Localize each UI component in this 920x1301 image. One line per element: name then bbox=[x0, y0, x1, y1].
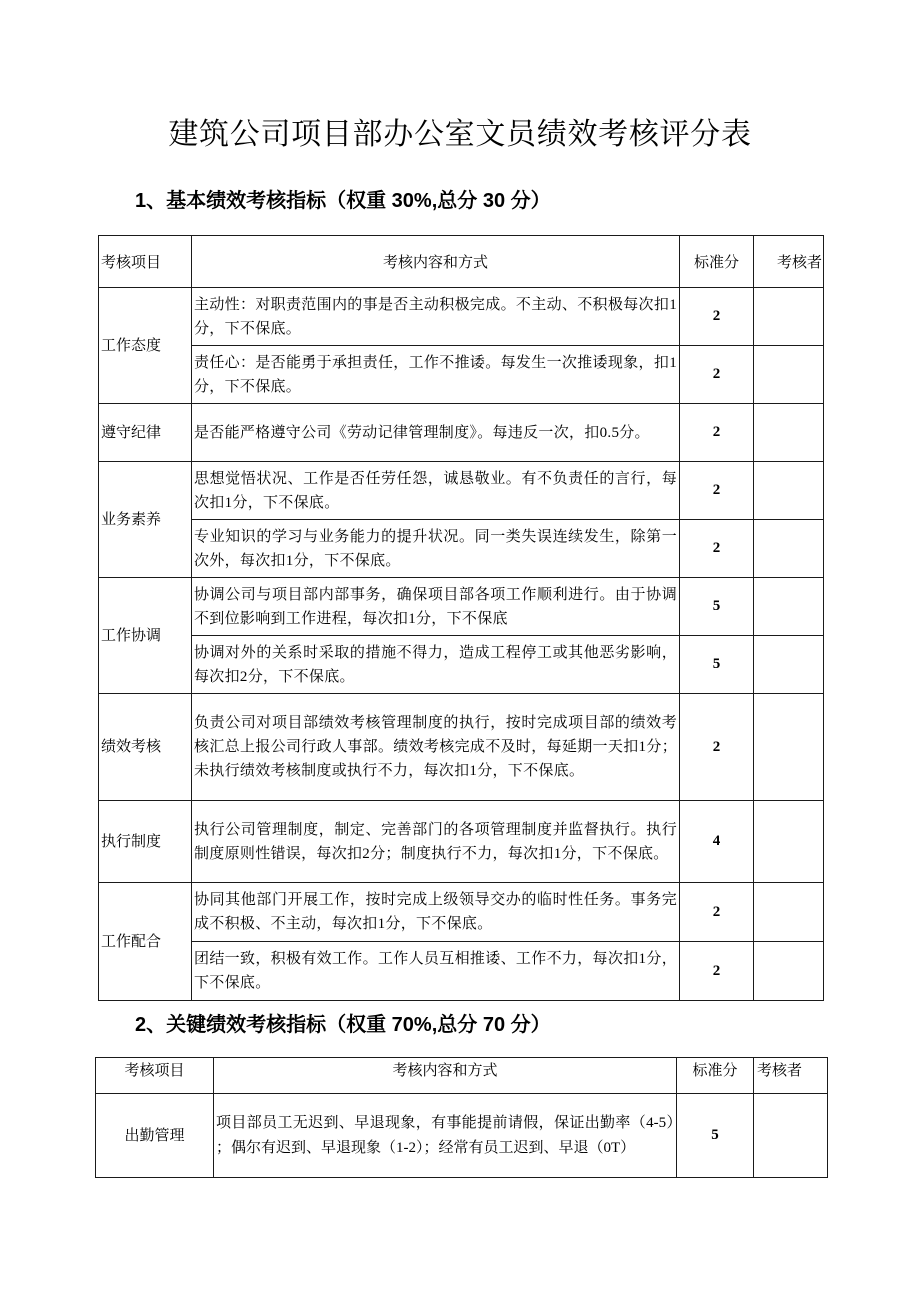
table-row bbox=[99, 578, 824, 636]
score-cell: 2 bbox=[680, 883, 754, 942]
assessor-cell bbox=[754, 578, 824, 636]
assessor-cell bbox=[754, 636, 824, 694]
score-cell: 2 bbox=[680, 942, 754, 1001]
header-content: 考核内容和方式 bbox=[192, 236, 680, 288]
header-score: 标准分 bbox=[677, 1058, 754, 1094]
section-heading-basic-kpi: 1、基本绩效考核指标（权重 30%,总分 30 分） bbox=[135, 190, 551, 212]
assessor-cell bbox=[754, 404, 824, 462]
item-cell: 工作态度 bbox=[99, 288, 192, 404]
table-row bbox=[99, 636, 824, 694]
assessor-cell bbox=[754, 801, 824, 883]
content-cell: 专业知识的学习与业务能力的提升状况。同一类失误连续发生，除第一次外，每次扣1分，下不保底。 bbox=[192, 520, 680, 578]
table-row bbox=[99, 404, 824, 462]
assessor-cell bbox=[754, 942, 824, 1001]
header-score: 标准分 bbox=[680, 236, 754, 288]
content-cell: 协同其他部门开展工作，按时完成上级领导交办的临时性任务。事务完成不积极、不主动，每次扣1分，下不保底。 bbox=[192, 883, 680, 942]
item-cell: 绩效考核 bbox=[99, 694, 192, 801]
table-row bbox=[99, 942, 824, 1001]
score-cell: 2 bbox=[680, 288, 754, 346]
score-cell: 5 bbox=[680, 578, 754, 636]
assessor-cell bbox=[754, 1094, 828, 1178]
table-row bbox=[99, 462, 824, 520]
table-row bbox=[99, 288, 824, 346]
key-kpi-table bbox=[95, 1057, 828, 1178]
item-cell: 业务素养 bbox=[99, 462, 192, 578]
page-title: 建筑公司项目部办公室文员绩效考核评分表 bbox=[168, 118, 752, 151]
content-cell: 责任心：是否能勇于承担责任，工作不推诿。每发生一次推诿现象，扣1分，下不保底。 bbox=[192, 346, 680, 404]
score-cell: 4 bbox=[680, 801, 754, 883]
score-cell: 2 bbox=[680, 404, 754, 462]
content-cell: 团结一致，积极有效工作。工作人员互相推诿、工作不力，每次扣1分，下不保底。 bbox=[192, 942, 680, 1001]
score-cell: 2 bbox=[680, 694, 754, 801]
score-cell: 5 bbox=[677, 1094, 754, 1178]
assessor-cell bbox=[754, 288, 824, 346]
assessor-cell bbox=[754, 694, 824, 801]
score-cell: 5 bbox=[680, 636, 754, 694]
content-cell: 负责公司对项目部绩效考核管理制度的执行，按时完成项目部的绩效考核汇总上报公司行政人事部。绩效考核完成不及时，每延期一天扣1分；未执行绩效考核制度或执行不力，每次扣1分，下不保底。 bbox=[192, 694, 680, 801]
content-cell: 项目部员工无迟到、早退现象，有事能提前请假，保证出勤率（4-5）；偶尔有迟到、早退现象（1-2）；经常有员工迟到、早退（0T） bbox=[214, 1094, 677, 1178]
content-cell: 协调公司与项目部内部事务，确保项目部各项工作顺利进行。由于协调不到位影响到工作进程，每次扣1分，下不保底 bbox=[192, 578, 680, 636]
table-row bbox=[99, 520, 824, 578]
table-row bbox=[99, 346, 824, 404]
content-cell: 思想觉悟状况、工作是否任劳任怨，诚恳敬业。有不负责任的言行，每次扣1分，下不保底。 bbox=[192, 462, 680, 520]
score-cell: 2 bbox=[680, 520, 754, 578]
assessor-cell bbox=[754, 520, 824, 578]
content-cell: 协调对外的关系时采取的措施不得力，造成工程停工或其他恶劣影响，每次扣2分，下不保底。 bbox=[192, 636, 680, 694]
table-header-row bbox=[99, 236, 824, 288]
score-cell: 2 bbox=[680, 346, 754, 404]
item-cell: 出勤管理 bbox=[96, 1094, 214, 1178]
assessor-cell bbox=[754, 883, 824, 942]
table-header-row bbox=[96, 1058, 828, 1094]
table-row bbox=[96, 1094, 828, 1178]
header-item: 考核项目 bbox=[99, 236, 192, 288]
basic-kpi-table bbox=[98, 235, 824, 1001]
item-cell: 遵守纪律 bbox=[99, 404, 192, 462]
content-cell: 主动性：对职责范围内的事是否主动积极完成。不主动、不积极每次扣1分，下不保底。 bbox=[192, 288, 680, 346]
header-assessor: 考核者 bbox=[754, 236, 824, 288]
score-cell: 2 bbox=[680, 462, 754, 520]
item-cell: 执行制度 bbox=[99, 801, 192, 883]
header-content: 考核内容和方式 bbox=[214, 1058, 677, 1094]
item-cell: 工作配合 bbox=[99, 883, 192, 1001]
assessor-cell bbox=[754, 346, 824, 404]
header-item: 考核项目 bbox=[96, 1058, 214, 1094]
table-row bbox=[99, 801, 824, 883]
assessor-cell bbox=[754, 462, 824, 520]
content-cell: 是否能严格遵守公司《劳动记律管理制度》。每违反一次，扣0.5分。 bbox=[192, 404, 680, 462]
section-heading-key-kpi: 2、关键绩效考核指标（权重 70%,总分 70 分） bbox=[135, 1014, 551, 1036]
header-assessor: 考核者 bbox=[754, 1058, 828, 1094]
content-cell: 执行公司管理制度，制定、完善部门的各项管理制度并监督执行。执行制度原则性错误，每次扣2分；制度执行不力，每次扣1分，下不保底。 bbox=[192, 801, 680, 883]
table-row bbox=[99, 883, 824, 942]
table-row bbox=[99, 694, 824, 801]
item-cell: 工作协调 bbox=[99, 578, 192, 694]
